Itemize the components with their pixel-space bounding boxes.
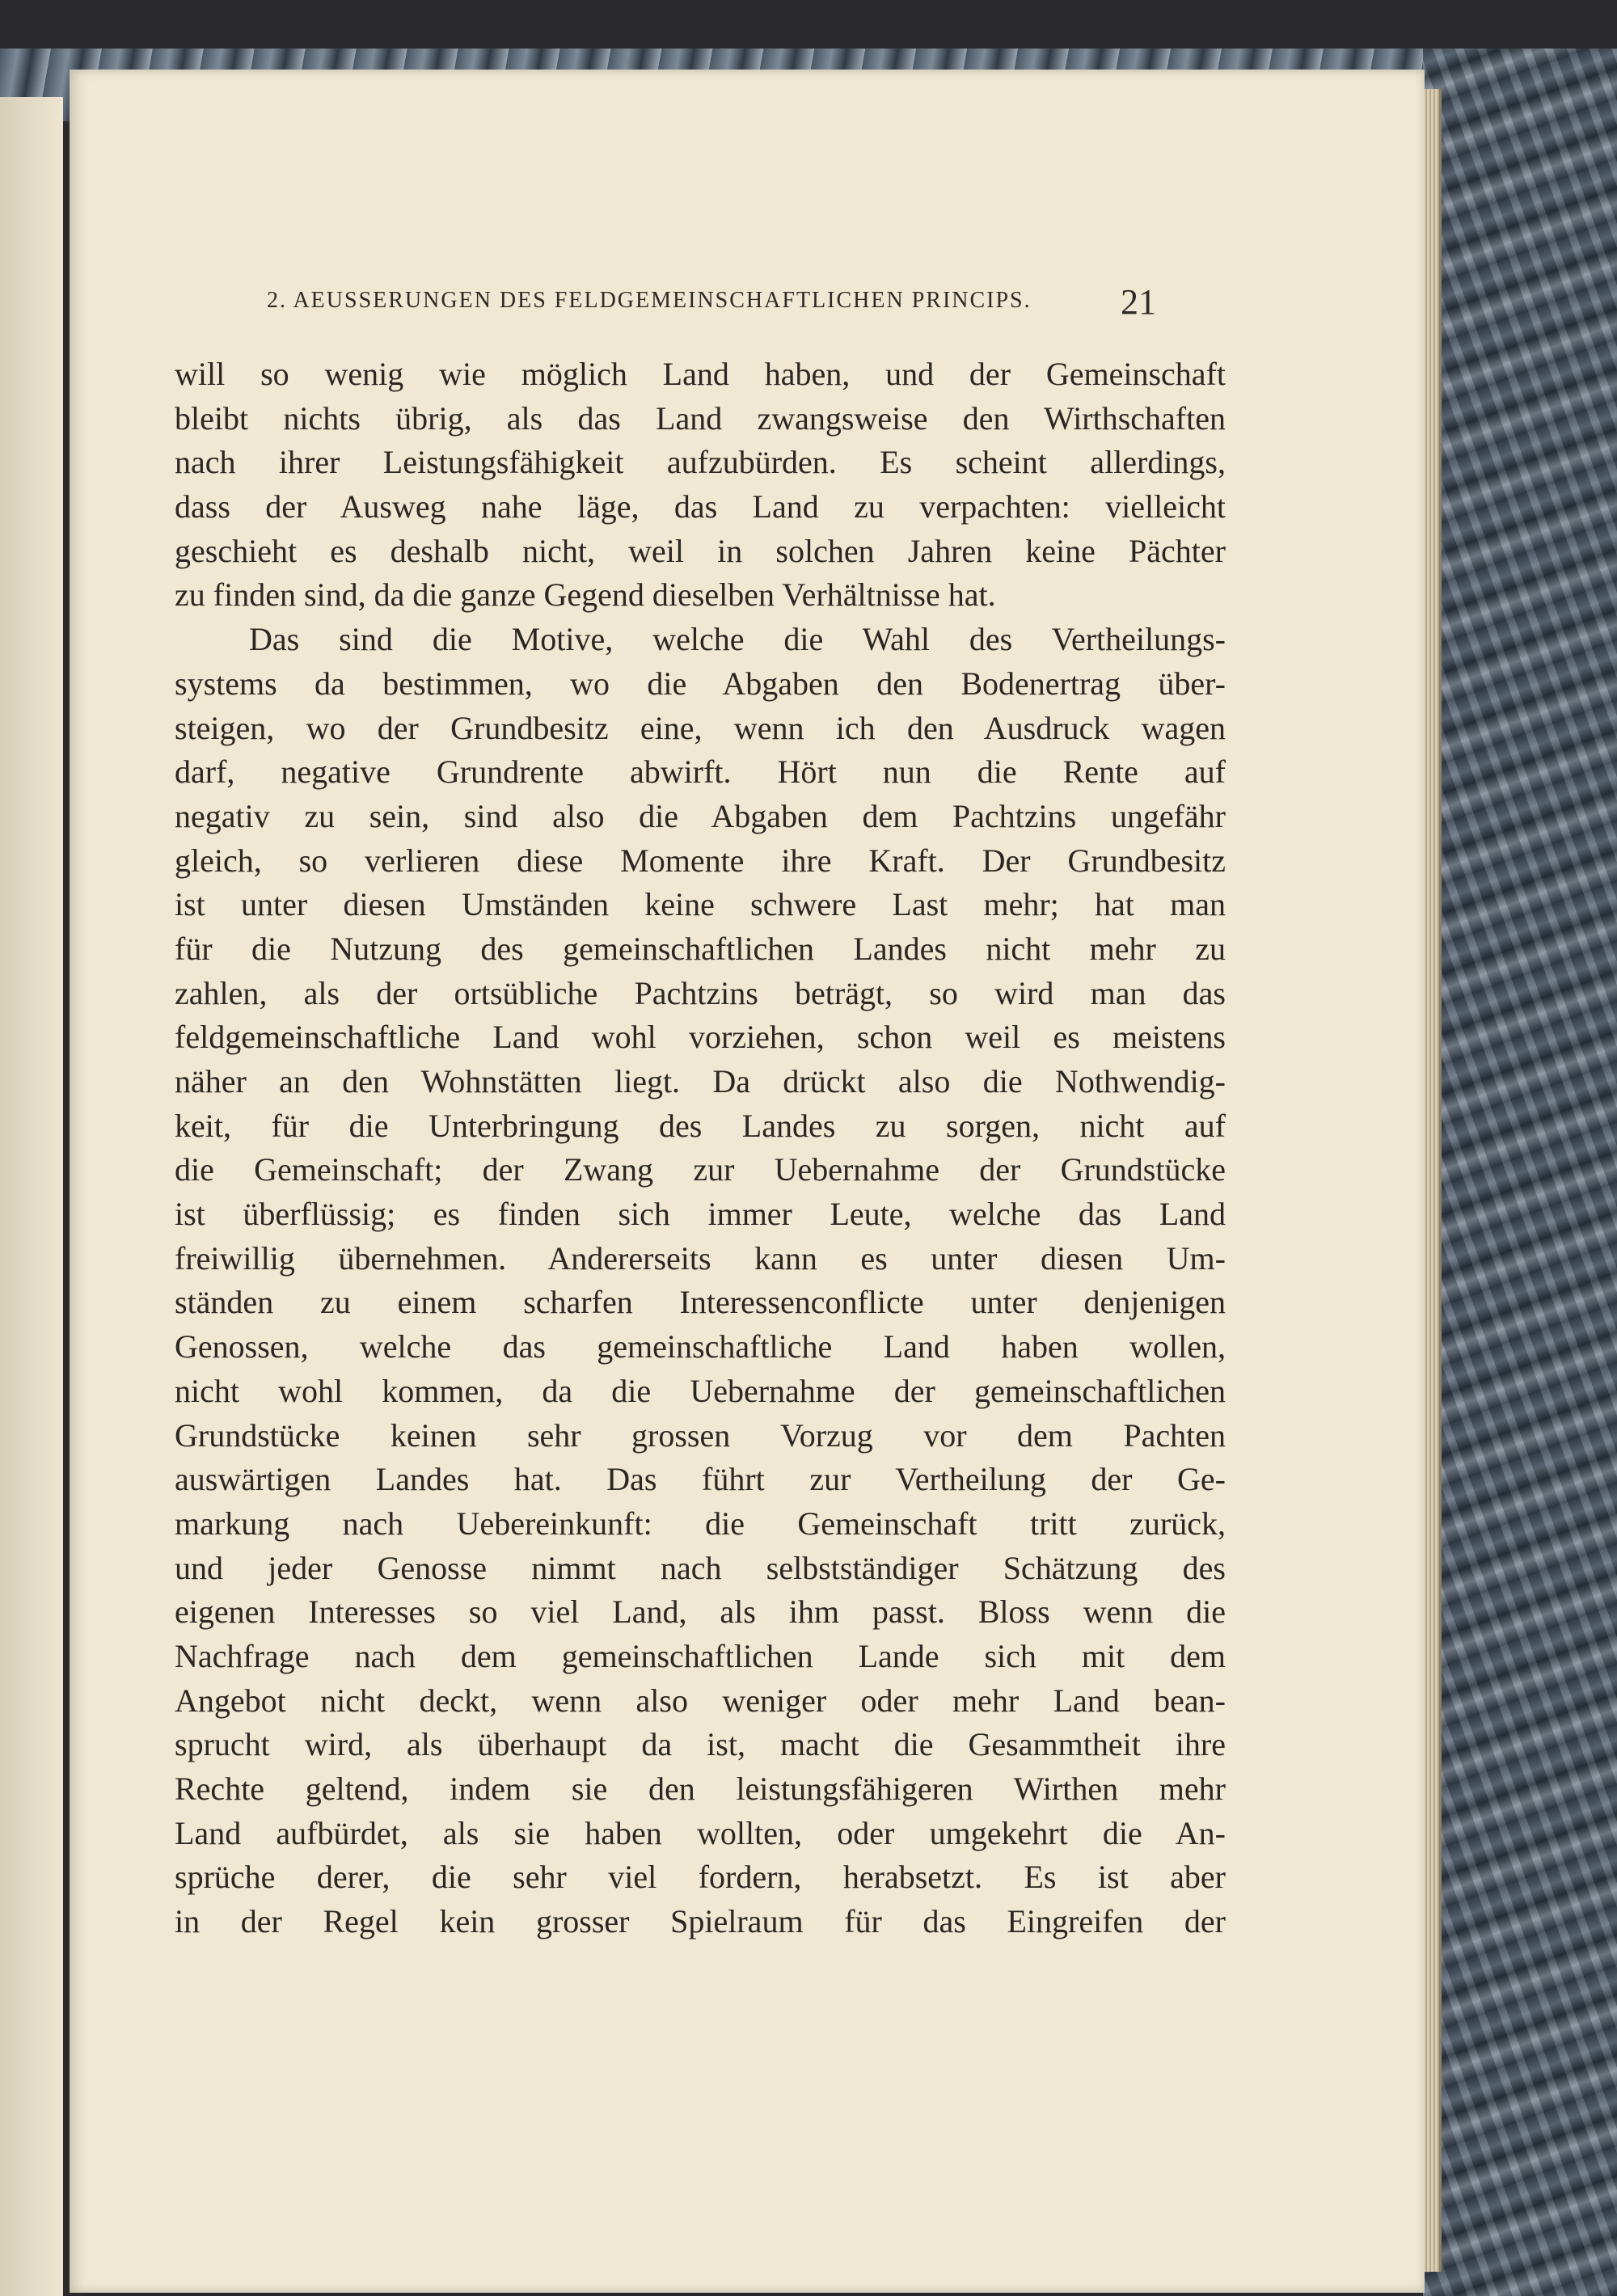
text-line: keit, für die Unterbringung des Landes zu sorgen, nicht auf <box>175 1107 1226 1144</box>
text-line: ist unter diesen Umständen keine schwere Last mehr; hat man <box>175 886 1226 923</box>
text-line: Grundstücke keinen sehr grossen Vorzug vor dem Pachten <box>175 1416 1226 1454</box>
text-line: sprüche derer, die sehr viel fordern, herabsetzt. Es ist aber <box>175 1859 1226 1896</box>
text-line: markung nach Uebereinkunft: die Gemeinschaft tritt zurück, <box>175 1505 1226 1542</box>
text-line: freiwillig übernehmen. Andererseits kann es unter diesen Um- <box>175 1239 1226 1277</box>
text-line: nicht wohl kommen, da die Uebernahme der gemeinschaftlichen <box>175 1372 1226 1409</box>
text-line: Angebot nicht deckt, wenn also weniger oder mehr Land bean- <box>175 1682 1226 1719</box>
text-line: nach ihrer Leistungsfähigkeit aufzubürden. Es scheint allerdings, <box>175 444 1226 481</box>
text-line: die Gemeinschaft; der Zwang zur Uebernahme der Grundstücke <box>175 1151 1226 1188</box>
text-line: feldgemeinschaftliche Land wohl vorziehen, schon weil es meistens <box>175 1019 1226 1056</box>
facing-page-edge <box>0 97 63 2296</box>
text-line: für die Nutzung des gemeinschaftlichen Landes nicht mehr zu <box>175 930 1226 967</box>
text-line: Rechte geltend, indem sie den leistungsfähigeren Wirthen mehr <box>175 1771 1226 1807</box>
text-line: sprucht wird, als überhaupt da ist, macht die Gesammtheit ihre <box>175 1726 1226 1763</box>
text-line: Land aufbürdet, als sie haben wollten, oder umgekehrt die An- <box>175 1814 1226 1851</box>
text-line: will so wenig wie möglich Land haben, und der Gemeinschaft <box>175 356 1226 392</box>
book-page <box>70 70 1425 2293</box>
page-number: 21 <box>1121 282 1156 322</box>
text-line: Genossen, welche das gemeinschaftliche Land haben wollen, <box>175 1328 1226 1365</box>
text-line: gleich, so verlieren diese Momente ihre Kraft. Der Grundbesitz <box>175 842 1226 879</box>
text-line: Nachfrage nach dem gemeinschaftlichen Lande sich mit dem <box>175 1637 1226 1674</box>
text-line: und jeder Genosse nimmt nach selbstständiger Schätzung des <box>175 1549 1226 1586</box>
text-line: steigen, wo der Grundbesitz eine, wenn ich den Ausdruck wagen <box>175 709 1226 746</box>
text-line: systems da bestimmen, wo die Abgaben den Bodenertrag über- <box>175 665 1226 702</box>
text-line: näher an den Wohnstätten liegt. Da drückt also die Nothwendig- <box>175 1063 1226 1099</box>
text-line: bleibt nichts übrig, als das Land zwangsweise den Wirthschaften <box>175 399 1226 437</box>
text-line: dass der Ausweg nahe läge, das Land zu verpachten: vielleicht <box>175 488 1226 525</box>
text-line: geschieht es deshalb nicht, weil in solchen Jahren keine Pächter <box>175 532 1226 569</box>
text-line: ständen zu einem scharfen Interessenconflicte unter denjenigen <box>175 1284 1226 1321</box>
text-line: ist überflüssig; es finden sich immer Leute, welche das Land <box>175 1196 1226 1233</box>
marbled-cover-right <box>1423 49 1617 2296</box>
text-line: zu finden sind, da die ganze Gegend dieselben Verhältnisse hat. <box>175 576 996 614</box>
text-line: auswärtigen Landes hat. Das führt zur Vertheilung der Ge- <box>175 1461 1226 1498</box>
text-line: in der Regel kein grosser Spielraum für das Eingreifen der <box>175 1903 1226 1940</box>
text-line: negativ zu sein, sind also die Abgaben dem Pachtzins ungefähr <box>175 797 1226 834</box>
text-line: eigenen Interesses so viel Land, als ihm passt. Bloss wenn die <box>175 1593 1226 1631</box>
text-line: zahlen, als der ortsübliche Pachtzins beträgt, so wird man das <box>175 974 1226 1011</box>
running-head: 2. AEUSSERUNGEN DES FELDGEMEINSCHAFTLICHEN PRINCIPS. <box>267 288 1032 313</box>
text-line: darf, negative Grundrente abwirft. Hört nun die Rente auf <box>175 753 1226 791</box>
text-line: Das sind die Motive, welche die Wahl des Vertheilungs- <box>249 621 1226 658</box>
body-text <box>175 352 1226 1944</box>
